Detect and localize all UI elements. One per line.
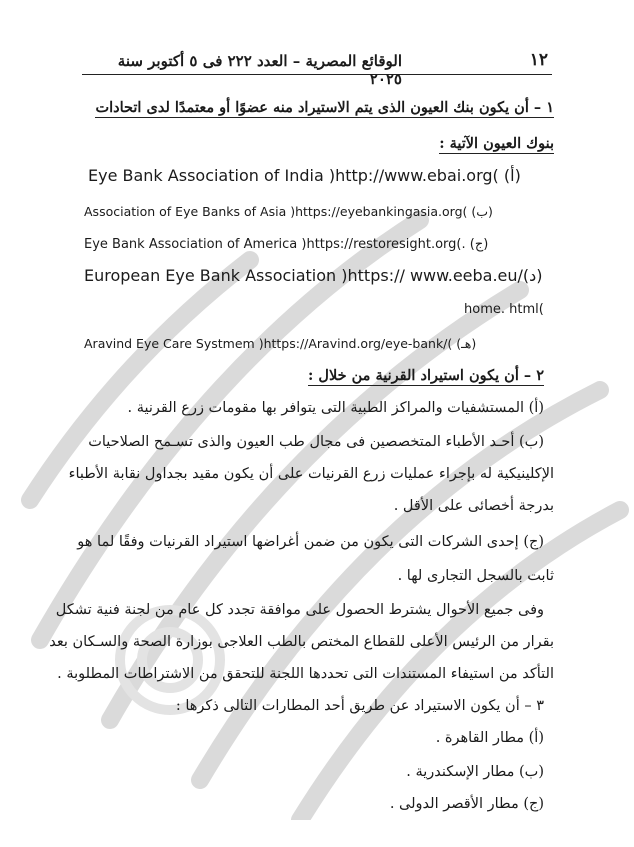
paragraph-line3: التأكد من استيفاء المستندات التى تحددها اللجنة للتحقق من الاشتراطات المطلوبة . — [57, 666, 554, 682]
header-title: الوقائع المصرية – العدد ٢٢٢ فى ٥ أكتوبر سنة ٢٠٢٥ — [117, 52, 402, 88]
item2-b-line3: بدرجة أخصائى على الأقل . — [393, 498, 554, 514]
bank-d-line2: home. html( — [464, 302, 544, 317]
item1-line1: ١ – أن يكون بنك العيون الذى يتم الاستيراد منه عضوًا أو معتمدًا لدى اتحادات — [95, 99, 554, 116]
item2-b-line1: (ب) أحـد الأطباء المتخصصين فى مجال طب العيون والذى تسـمح الصلاحيات — [88, 434, 544, 450]
bank-b: Association of Eye Banks of Asia )https://eyebankingasia.org( (ب) — [84, 204, 493, 219]
paragraph-line1: وفى جميع الأحوال يشترط الحصول على موافقة تجدد كل عام من لجنة فنية تشكل — [55, 602, 544, 618]
bank-a: Eye Bank Association of India )http://www.ebai.org( (أ) — [88, 166, 521, 185]
page-number: ١٢ — [529, 50, 548, 70]
bank-e: Aravind Eye Care Systmem )https://Aravind.org/eye-bank/( (هـ) — [84, 336, 477, 351]
item3-title: ٣ – أن يكون الاستيراد عن طريق أحد المطارات التالى ذكرها : — [175, 698, 544, 714]
item2-c-line2: ثابت بالسجل التجارى لها . — [397, 568, 554, 584]
page-header — [82, 44, 552, 88]
item3-c: (ج) مطار الأقصر الدولى . — [389, 796, 544, 812]
item3-b: (ب) مطار الإسكندرية . — [406, 764, 544, 780]
paragraph-line2: بقرار من الرئيس الأعلى للقطاع المختص بالطب العلاجى بوزارة الصحة والسـكان بعد — [49, 634, 554, 650]
item1-line2: بنوك العيون الآتية : — [439, 135, 554, 152]
item2-title: ٢ – أن يكون استيراد القرنية من خلال : — [308, 367, 544, 384]
item2-c-line1: (ج) إحدى الشركات التى يكون من ضمن أغراضها استيراد القرنيات وفقًا لما هو — [77, 534, 544, 550]
bank-c: Eye Bank Association of America )https://restoresight.org(. (ج) — [84, 237, 489, 252]
item2-a: (أ) المستشفيات والمراكز الطبية التى يتوافر بها مقومات زرع القرنية . — [127, 400, 544, 416]
item2-b-line2: الإكلينيكية له بإجراء عمليات زرع القرنيات على أن يكون مقيد بجداول نقابة الأطباء — [68, 466, 554, 482]
bank-d-line1: European Eye Bank Association )https:// www.eeba.eu/(د) — [84, 266, 543, 285]
item3-a: (أ) مطار القاهرة . — [435, 730, 544, 746]
